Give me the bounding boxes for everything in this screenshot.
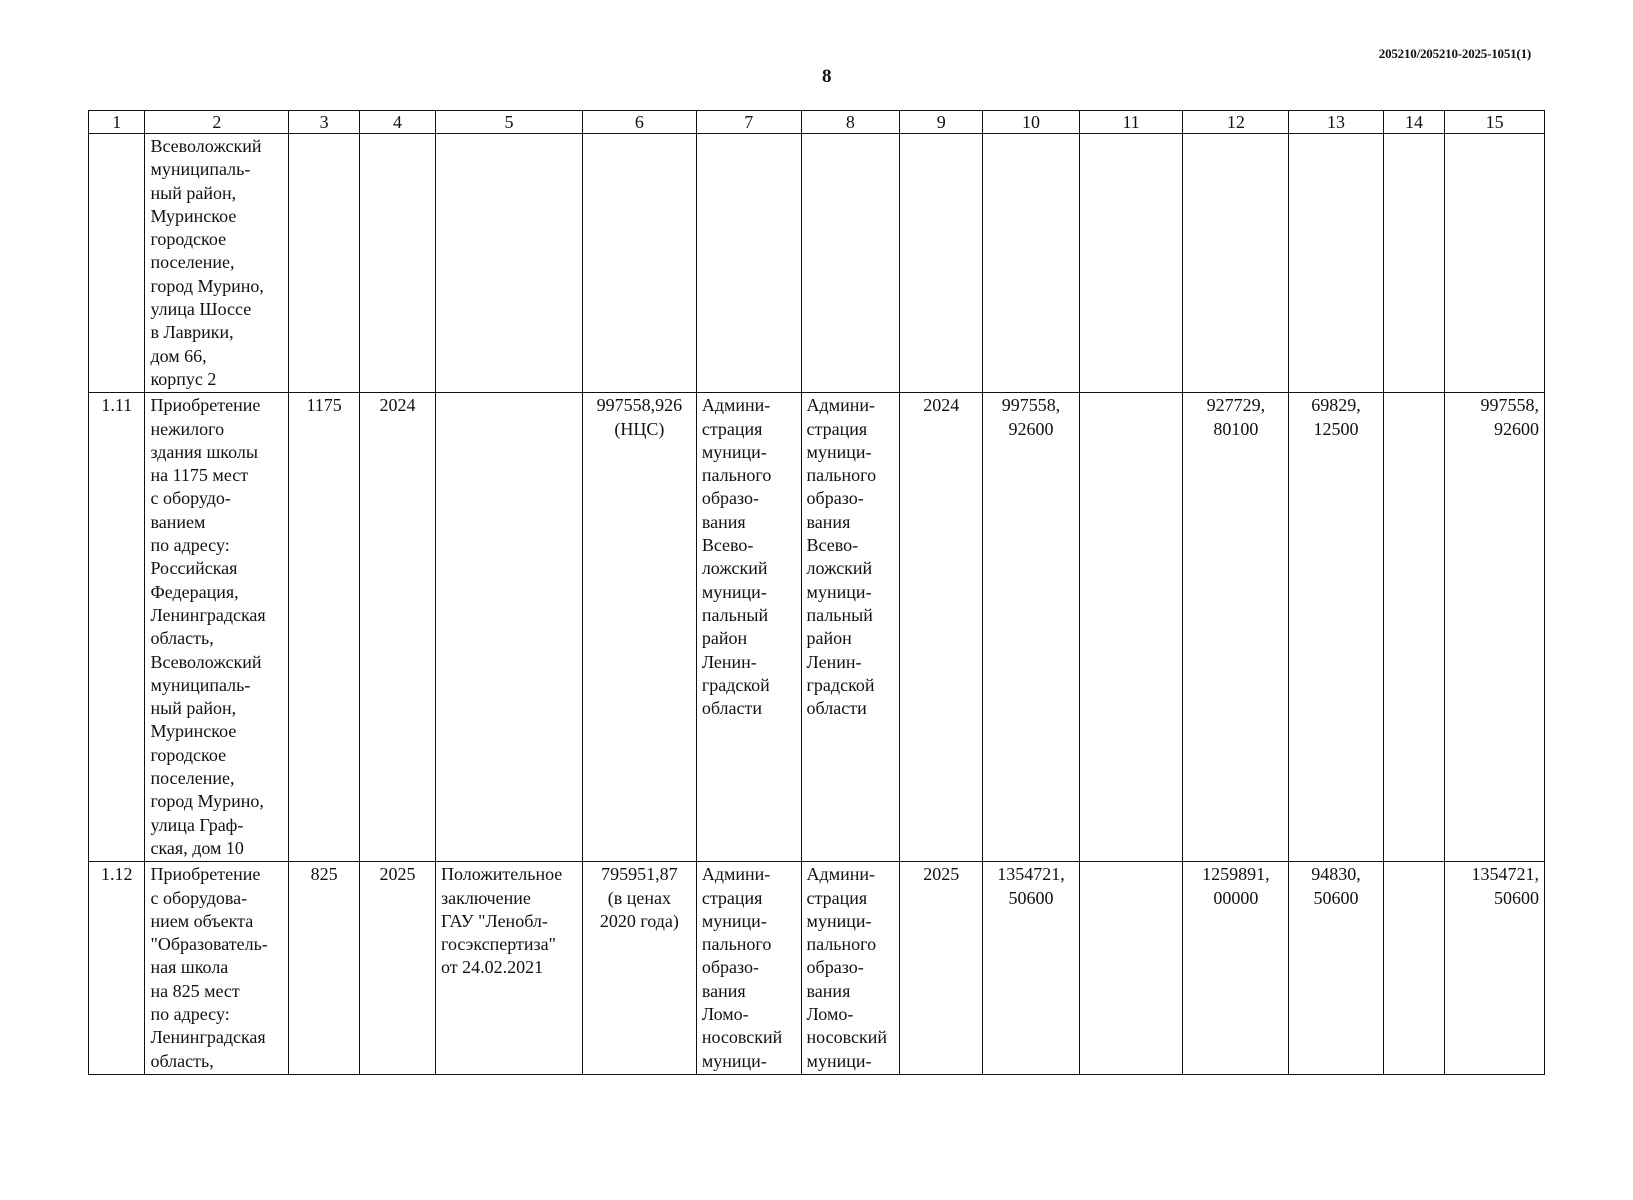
cell-amount-13: 69829, 12500 [1289, 393, 1383, 862]
cell-amount-14 [1383, 862, 1445, 1075]
table-row [89, 134, 1545, 393]
cell-amount-total [983, 134, 1080, 393]
cell-capacity: 1175 [289, 393, 360, 862]
column-header: 14 [1383, 111, 1445, 134]
column-header: 11 [1079, 111, 1183, 134]
cell-amount-15: 997558, 92600 [1445, 393, 1545, 862]
cell-amount-13 [1289, 134, 1383, 393]
cell-amount-11 [1079, 862, 1183, 1075]
cell-description: Приобретение нежилого здания школы на 1175 мест с оборудо- ванием по адресу: Российская Федерация, Ленинградская область, Всеволожский муниципаль- ный район, Муринское городское поселение, город Мурино, улица Граф- ская, дом 10 [145, 393, 289, 862]
document-id: 205210/205210-2025-1051(1) [1378, 46, 1531, 61]
column-header: 10 [983, 111, 1080, 134]
cell-owner: Админи- страция муници- пального образо- вания Ломо- носовский муници- [801, 862, 900, 1075]
cell-year-completion: 2025 [900, 862, 983, 1075]
cell-customer: Админи- страция муници- пального образо- вания Всево- ложский муници- пальный район Ленин- градской области [696, 393, 801, 862]
cell-amount-12: 1259891, 00000 [1183, 862, 1289, 1075]
cell-year: 2024 [360, 393, 436, 862]
cell-cost: 997558,926 (НЦС) [582, 393, 696, 862]
cell-amount-11 [1079, 134, 1183, 393]
cell-amount-14 [1383, 134, 1445, 393]
column-header: 12 [1183, 111, 1289, 134]
cell-amount-15: 1354721, 50600 [1445, 862, 1545, 1075]
column-header: 8 [801, 111, 900, 134]
cell-number: 1.12 [89, 862, 145, 1075]
cell-description: Всеволожский муниципаль- ный район, Муринское городское поселение, город Мурино, улица Шоссе в Лаврики, дом 66, корпус 2 [145, 134, 289, 393]
column-header: 1 [89, 111, 145, 134]
cell-owner [801, 134, 900, 393]
cell-expertise: Положительное заключение ГАУ "Ленобл- госэкспертиза" от 24.02.2021 [436, 862, 583, 1075]
column-header: 3 [289, 111, 360, 134]
cell-amount-13: 94830, 50600 [1289, 862, 1383, 1075]
cell-amount-total: 997558, 92600 [983, 393, 1080, 862]
cell-amount-12 [1183, 134, 1289, 393]
cell-amount-14 [1383, 393, 1445, 862]
column-header: 9 [900, 111, 983, 134]
cell-expertise [436, 134, 583, 393]
page-number: 8 [822, 66, 832, 87]
data-table [88, 110, 1545, 1075]
column-header: 15 [1445, 111, 1545, 134]
cell-description: Приобретение с оборудова- нием объекта "Образователь- ная школа на 825 мест по адресу: Ленинградская область, [145, 862, 289, 1075]
column-header: 13 [1289, 111, 1383, 134]
cell-customer: Админи- страция муници- пального образо- вания Ломо- носовский муници- [696, 862, 801, 1075]
cell-year: 2025 [360, 862, 436, 1075]
cell-capacity [289, 134, 360, 393]
column-header: 5 [436, 111, 583, 134]
cell-year [360, 134, 436, 393]
cell-capacity: 825 [289, 862, 360, 1075]
cell-year-completion: 2024 [900, 393, 983, 862]
cell-cost: 795951,87 (в ценах 2020 года) [582, 862, 696, 1075]
cell-cost [582, 134, 696, 393]
cell-amount-12: 927729, 80100 [1183, 393, 1289, 862]
cell-number: 1.11 [89, 393, 145, 862]
cell-amount-11 [1079, 393, 1183, 862]
table-row [89, 862, 1545, 1075]
table-row [89, 393, 1545, 862]
column-header: 6 [582, 111, 696, 134]
cell-number [89, 134, 145, 393]
column-header: 2 [145, 111, 289, 134]
column-header: 7 [696, 111, 801, 134]
column-header: 4 [360, 111, 436, 134]
cell-expertise [436, 393, 583, 862]
cell-amount-15 [1445, 134, 1545, 393]
cell-year-completion [900, 134, 983, 393]
header-row [89, 111, 1545, 134]
cell-customer [696, 134, 801, 393]
cell-owner: Админи- страция муници- пального образо- вания Всево- ложский муници- пальный район Ленин- градской области [801, 393, 900, 862]
cell-amount-total: 1354721, 50600 [983, 862, 1080, 1075]
